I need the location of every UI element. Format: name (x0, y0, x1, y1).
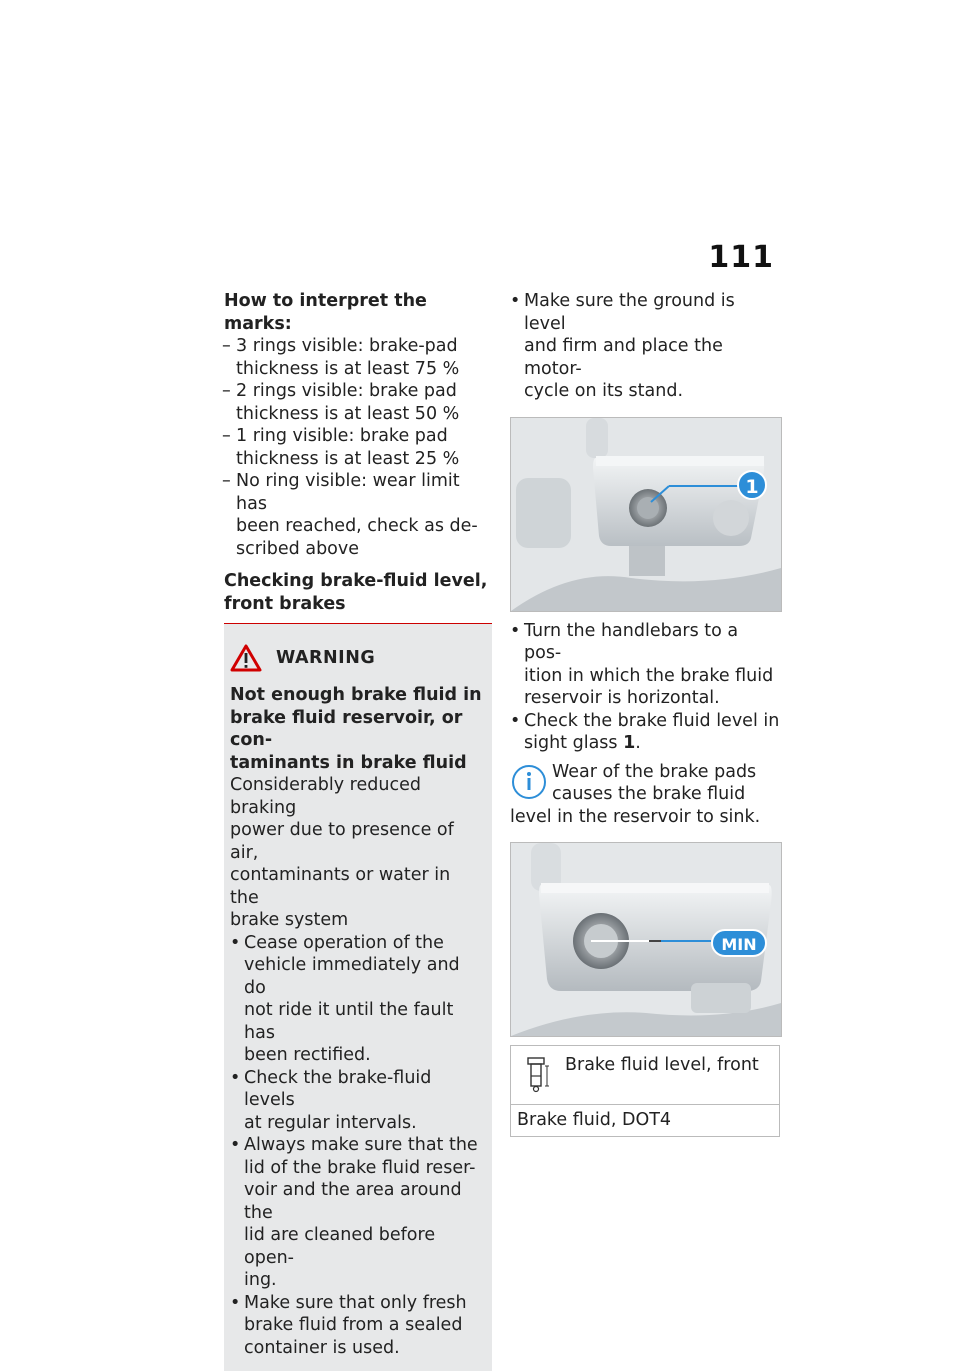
action-line: not ride it until the fault has (244, 1000, 454, 1043)
callout-label: MIN (721, 935, 757, 954)
left-column (224, 290, 492, 1371)
mark-line: thickness is at least 50 % (236, 403, 460, 424)
step-list-1 (510, 290, 780, 403)
info-line: Wear of the brake pads (552, 761, 757, 782)
fluid-heading-line: front brakes (224, 593, 346, 614)
warning-title: WARNING (276, 648, 376, 668)
mark-line: – 1 ring visible: brake pad (236, 426, 448, 446)
callout-min (711, 929, 767, 957)
list-item (230, 1292, 484, 1360)
step-line: • Make sure the ground is level (524, 291, 735, 334)
list-item (224, 380, 492, 425)
spec-label: Brake fluid level, front (565, 1055, 759, 1075)
mark-line: been reached, check as de- (236, 516, 478, 536)
page-number: 111 (708, 240, 774, 275)
warning-hazard (230, 684, 484, 774)
spec-value: Brake fluid, DOT4 (517, 1110, 672, 1130)
list-item (224, 470, 492, 560)
hazard-line: brake fluid reservoir, or con- (230, 707, 463, 750)
warning-actions (230, 932, 484, 1360)
ref-number: 1 (623, 733, 636, 753)
action-line: • Cease operation of the (244, 932, 444, 953)
warning-consequence (230, 774, 484, 932)
warning-box (224, 624, 492, 1371)
step-text: sight glass (524, 733, 624, 753)
list-item (510, 290, 780, 403)
callout-label: 1 (745, 475, 759, 498)
min-mark-photo (510, 842, 782, 1037)
action-line: • Check the brake-fluid levels (244, 1067, 432, 1110)
consequence-line: Considerably reduced braking (230, 775, 421, 818)
action-line: at regular intervals. (244, 1112, 417, 1133)
list-item (510, 710, 780, 755)
list-item (230, 1067, 484, 1135)
list-item (224, 335, 492, 380)
info-icon (510, 763, 548, 801)
right-column (510, 290, 780, 1137)
mark-line: thickness is at least 25 % (236, 448, 460, 469)
warning-header (230, 644, 484, 672)
list-item (224, 425, 492, 470)
action-line: been rectified. (244, 1045, 371, 1065)
mark-line: scribed above (236, 538, 360, 559)
action-line: • Always make sure that the (244, 1135, 478, 1155)
step-text: . (635, 733, 641, 753)
mark-line: – No ring visible: wear limit has (236, 471, 460, 514)
warning-triangle-icon (230, 644, 262, 672)
hazard-line: Not enough brake fluid in (230, 685, 482, 705)
action-line: • Make sure that only fresh (244, 1292, 467, 1313)
action-line: vehicle immediately and do (244, 955, 460, 998)
mark-line: – 3 rings visible: brake-pad (236, 336, 458, 356)
callout-1 (737, 470, 767, 500)
step-line: reservoir is horizontal. (524, 688, 720, 708)
reservoir-illustration (511, 418, 781, 611)
consequence-line: contaminants or water in the (230, 865, 451, 908)
action-line: ing. (244, 1270, 277, 1290)
marks-list (224, 335, 492, 560)
step-line: cycle on its stand. (524, 381, 684, 401)
fluid-level-icon (525, 1054, 551, 1094)
action-line: container is used. (244, 1337, 400, 1358)
action-line: voir and the area around the (244, 1180, 462, 1223)
spec-box (510, 1045, 780, 1137)
step-line: and firm and place the motor- (524, 336, 723, 379)
mark-line: – 2 rings visible: brake pad (236, 381, 457, 401)
step-list-2 (510, 620, 780, 755)
action-line: brake fluid from a sealed (244, 1315, 463, 1335)
info-note (510, 761, 780, 829)
spec-header (511, 1046, 779, 1105)
consequence-line: brake system (230, 910, 349, 930)
list-item (230, 932, 484, 1067)
fluid-heading-line: Checking brake-fluid level, (224, 571, 488, 591)
action-line: lid of the brake fluid reser- (244, 1157, 476, 1178)
fluid-heading (224, 570, 492, 615)
marks-heading: How to interpret the marks: (224, 291, 427, 334)
hazard-line: taminants in brake fluid (230, 752, 467, 773)
list-item (230, 1134, 484, 1292)
step-line: ition in which the brake fluid (524, 665, 774, 686)
info-line: level in the reservoir to sink. (510, 806, 761, 827)
consequence-line: power due to presence of air, (230, 820, 454, 863)
mark-line: thickness is at least 75 % (236, 358, 460, 379)
step-line: • Turn the handlebars to a pos- (524, 620, 739, 663)
step-line: • Check the brake fluid level in (524, 710, 780, 731)
step-line (524, 732, 780, 755)
info-line: causes the brake fluid (552, 784, 746, 804)
list-item (510, 620, 780, 710)
action-line: lid are cleaned before open- (244, 1225, 436, 1268)
reservoir-photo (510, 417, 782, 612)
